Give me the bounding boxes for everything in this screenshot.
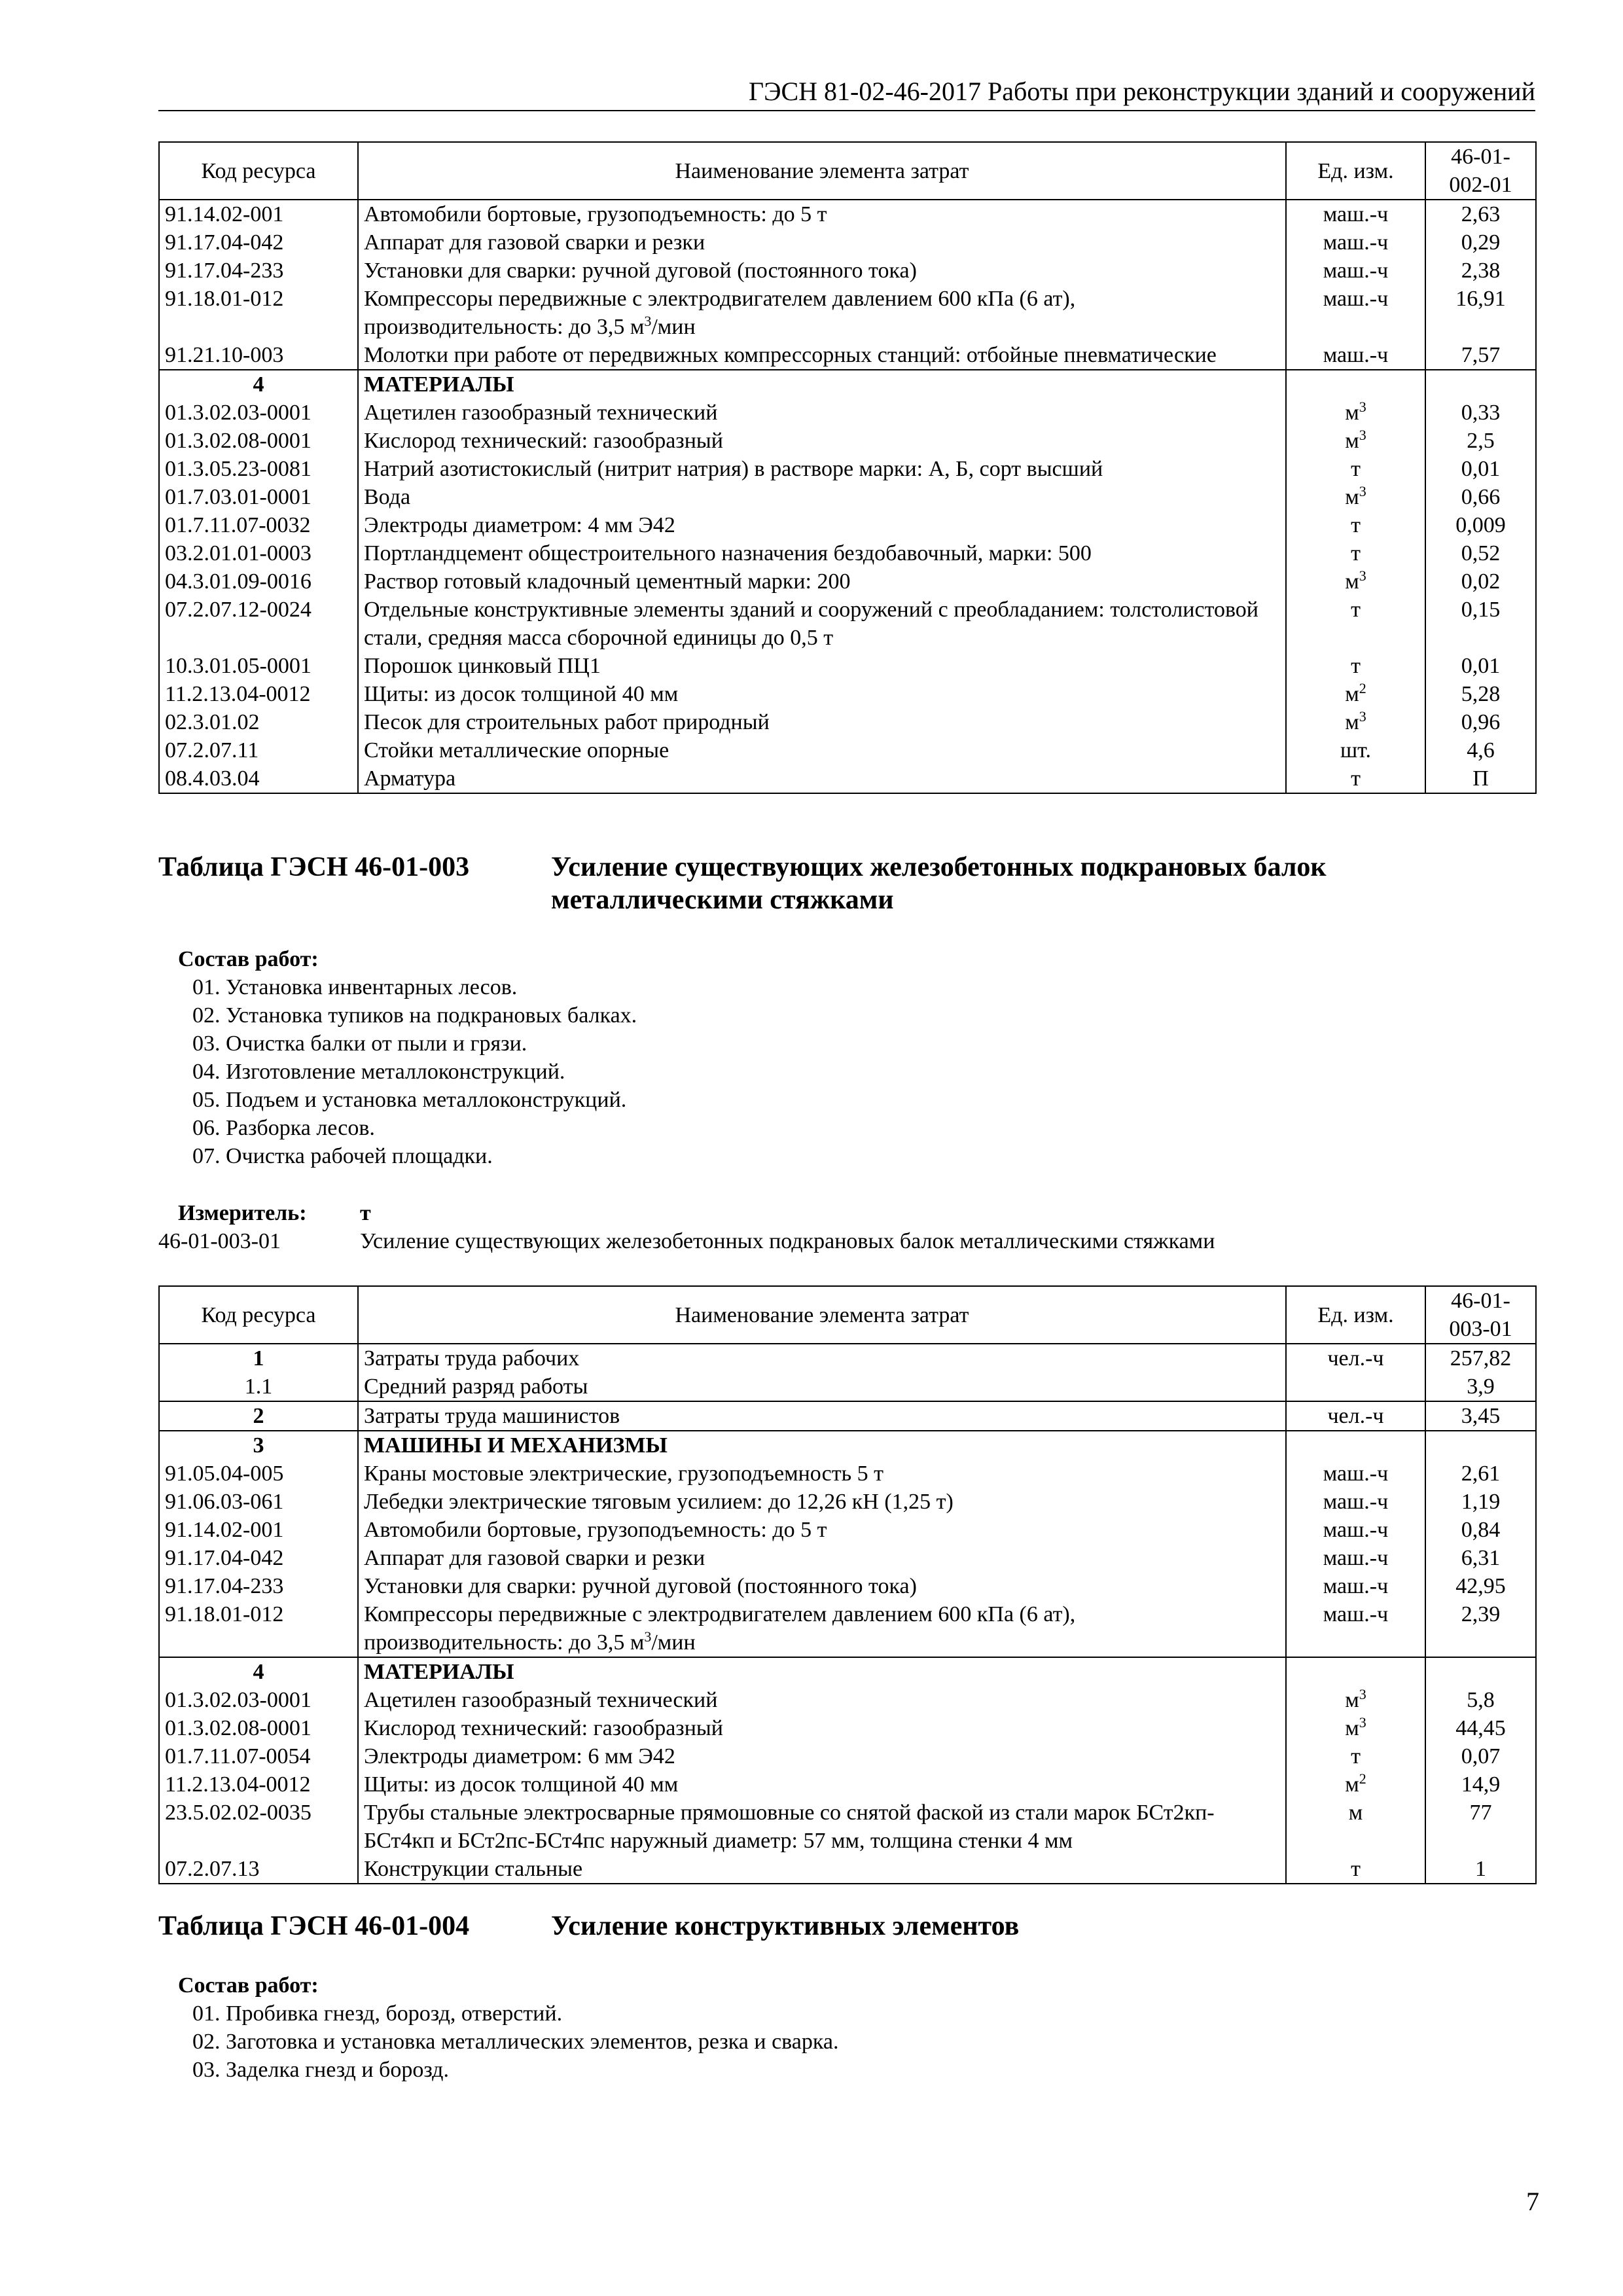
resource-unit: $м^2$ bbox=[1286, 680, 1425, 708]
resource-code: 91.17.04-042 bbox=[159, 228, 358, 257]
table-row bbox=[159, 399, 1536, 427]
resource-unit: маш.-ч bbox=[1286, 257, 1425, 285]
work-composition-label: Состав работ: bbox=[178, 1973, 319, 1998]
table-row bbox=[159, 1742, 1536, 1770]
resource-code: 91.06.03-061 bbox=[159, 1488, 358, 1516]
resource-code: 02.3.01.02 bbox=[159, 708, 358, 736]
resource-unit: т bbox=[1286, 652, 1425, 680]
work-item: 06. Разборка лесов. bbox=[192, 1116, 375, 1140]
work-item: 05. Подъем и установка металлоконструкций. bbox=[192, 1088, 627, 1112]
table-row bbox=[159, 1401, 1536, 1431]
resource-unit: маш.-ч bbox=[1286, 200, 1425, 228]
resource-name: Электроды диаметром: 6 мм Э42 bbox=[358, 1742, 1286, 1770]
resource-value: 0,02 bbox=[1425, 567, 1536, 596]
resource-value bbox=[1425, 1657, 1536, 1686]
resource-value: 0,01 bbox=[1425, 455, 1536, 483]
resource-name: Вода bbox=[358, 483, 1286, 511]
col-header-code: Код ресурса bbox=[159, 1286, 358, 1344]
resource-value: 2,63 bbox=[1425, 200, 1536, 228]
resource-name: Ацетилен газообразный технический bbox=[358, 1686, 1286, 1714]
resource-value: 1 bbox=[1425, 1855, 1536, 1884]
work-list bbox=[178, 2000, 838, 2084]
resource-code: 91.17.04-233 bbox=[159, 1572, 358, 1600]
table-row bbox=[159, 736, 1536, 764]
resource-name: Автомобили бортовые, грузоподъемность: до 5 т bbox=[358, 1516, 1286, 1544]
resource-value: 16,91 bbox=[1425, 285, 1536, 341]
table-row bbox=[159, 1488, 1536, 1516]
resource-code: 01.7.11.07-0032 bbox=[159, 511, 358, 539]
resource-code: 01.7.03.01-0001 bbox=[159, 483, 358, 511]
resource-code: 2 bbox=[159, 1401, 358, 1431]
resource-name: Затраты труда машинистов bbox=[358, 1401, 1286, 1431]
work-item: 07. Очистка рабочей площадки. bbox=[192, 1144, 493, 1168]
work-item: 04. Изготовление металлоконструкций. bbox=[192, 1060, 565, 1084]
work-list bbox=[178, 973, 637, 1170]
resource-unit: чел.-ч bbox=[1286, 1344, 1425, 1372]
resource-value: 0,33 bbox=[1425, 399, 1536, 427]
work-composition-2 bbox=[178, 1971, 838, 2084]
resource-unit: т bbox=[1286, 1855, 1425, 1884]
col-header-unit: Ед. изм. bbox=[1286, 142, 1425, 200]
work-item: 02. Заготовка и установка металлических элементов, резка и сварка. bbox=[192, 2030, 839, 2054]
resource-value: 14,9 bbox=[1425, 1770, 1536, 1799]
resource-name: Компрессоры передвижные с электродвигателем давлением 600 кПа (6 ат), производительность: до 3,5 $м^3$/мин bbox=[358, 285, 1286, 341]
resource-code: 07.2.07.11 bbox=[159, 736, 358, 764]
resource-value bbox=[1425, 1431, 1536, 1460]
resource-value: 7,57 bbox=[1425, 341, 1536, 370]
resource-code: 23.5.02.02-0035 bbox=[159, 1799, 358, 1855]
table-group-row bbox=[159, 1431, 1536, 1460]
table-row bbox=[159, 483, 1536, 511]
table-row bbox=[159, 455, 1536, 483]
resource-value: 1,19 bbox=[1425, 1488, 1536, 1516]
table-row bbox=[159, 228, 1536, 257]
resource-unit: маш.-ч bbox=[1286, 285, 1425, 341]
resource-unit: маш.-ч bbox=[1286, 341, 1425, 370]
resource-code: 3 bbox=[159, 1431, 358, 1460]
resource-name: Компрессоры передвижные с электродвигателем давлением 600 кПа (6 ат), производительность: до 3,5 $м^3$/мин bbox=[358, 1600, 1286, 1657]
resource-name: Установки для сварки: ручной дуговой (постоянного тока) bbox=[358, 1572, 1286, 1600]
resource-value: 3,45 bbox=[1425, 1401, 1536, 1431]
resource-value: 77 bbox=[1425, 1799, 1536, 1855]
resource-unit: м bbox=[1286, 1799, 1425, 1855]
table-row bbox=[159, 652, 1536, 680]
table-row bbox=[159, 539, 1536, 567]
resource-unit bbox=[1286, 1657, 1425, 1686]
resource-value: 0,52 bbox=[1425, 539, 1536, 567]
resource-unit bbox=[1286, 1372, 1425, 1401]
resource-name: МАТЕРИАЛЫ bbox=[358, 1657, 1286, 1686]
work-item: 01. Пробивка гнезд, борозд, отверстий. bbox=[192, 2001, 563, 2026]
col-header-unit: Ед. изм. bbox=[1286, 1286, 1425, 1344]
resource-unit: шт. bbox=[1286, 736, 1425, 764]
table-number: Таблица ГЭСН 46-01-004 bbox=[158, 1911, 470, 1941]
resource-value: 42,95 bbox=[1425, 1572, 1536, 1600]
resource-name: МАТЕРИАЛЫ bbox=[358, 370, 1286, 399]
resource-name: Ацетилен газообразный технический bbox=[358, 399, 1286, 427]
resource-unit bbox=[1286, 1431, 1425, 1460]
resource-value: 0,01 bbox=[1425, 652, 1536, 680]
resource-value bbox=[1425, 370, 1536, 399]
resource-code: 91.14.02-001 bbox=[159, 200, 358, 228]
resource-code: 1 bbox=[159, 1344, 358, 1372]
resource-unit: $м^3$ bbox=[1286, 483, 1425, 511]
resource-name: Трубы стальные электросварные прямошовные со снятой фаской из стали марок БСт2кп-БСт4кп и БСт2пс-БСт4пс наружный диаметр: 57 мм, толщина стенки 4 мм bbox=[358, 1799, 1286, 1855]
resource-unit: $м^2$ bbox=[1286, 1770, 1425, 1799]
resource-name: Автомобили бортовые, грузоподъемность: до 5 т bbox=[358, 200, 1286, 228]
resource-code: 91.17.04-233 bbox=[159, 257, 358, 285]
work-item: 03. Заделка гнезд и борозд. bbox=[192, 2058, 449, 2082]
resource-value: 2,39 bbox=[1425, 1600, 1536, 1657]
resource-value: П bbox=[1425, 764, 1536, 793]
resource-value: 2,38 bbox=[1425, 257, 1536, 285]
table-row bbox=[159, 511, 1536, 539]
resource-value: 4,6 bbox=[1425, 736, 1536, 764]
resource-value: 6,31 bbox=[1425, 1544, 1536, 1572]
measure-label: Измеритель: bbox=[178, 1201, 307, 1225]
resource-code: 04.3.01.09-0016 bbox=[159, 567, 358, 596]
measure-code: 46-01-003-01 bbox=[158, 1229, 281, 1253]
resource-value: 0,07 bbox=[1425, 1742, 1536, 1770]
resource-unit: т bbox=[1286, 1742, 1425, 1770]
resource-name: Установки для сварки: ручной дуговой (постоянного тока) bbox=[358, 257, 1286, 285]
resource-code: 01.7.11.07-0054 bbox=[159, 1742, 358, 1770]
resource-name: Отдельные конструктивные элементы зданий и сооружений с преобладанием: толстолистовой стали, средняя масса сборочной единицы до 0,5 т bbox=[358, 596, 1286, 652]
resource-value: 257,82 bbox=[1425, 1344, 1536, 1372]
resource-code: 4 bbox=[159, 1657, 358, 1686]
resource-value: 2,5 bbox=[1425, 427, 1536, 455]
resource-unit: чел.-ч bbox=[1286, 1401, 1425, 1431]
resource-unit: $м^3$ bbox=[1286, 708, 1425, 736]
resource-unit: т bbox=[1286, 596, 1425, 652]
resource-code: 91.14.02-001 bbox=[159, 1516, 358, 1544]
resource-unit: т bbox=[1286, 539, 1425, 567]
table-name: Усиление существующих железобетонных подкрановых балок металлическими стяжками bbox=[551, 852, 1327, 915]
resource-value: 0,009 bbox=[1425, 511, 1536, 539]
table-row bbox=[159, 1799, 1536, 1855]
table-row bbox=[159, 1572, 1536, 1600]
resource-name: Песок для строительных работ природный bbox=[358, 708, 1286, 736]
table-row bbox=[159, 257, 1536, 285]
resource-name: Портландцемент общестроительного назначения бездобавочный, марки: 500 bbox=[358, 539, 1286, 567]
resource-name: Кислород технический: газообразный bbox=[358, 427, 1286, 455]
table-row bbox=[159, 596, 1536, 652]
resource-code: 4 bbox=[159, 370, 358, 399]
resource-name: Лебедки электрические тяговым усилием: до 12,26 кН (1,25 т) bbox=[358, 1488, 1286, 1516]
resource-value: 44,45 bbox=[1425, 1714, 1536, 1742]
table-row bbox=[159, 1770, 1536, 1799]
table-name: Усиление конструктивных элементов bbox=[551, 1911, 1020, 1941]
resource-name: Щиты: из досок толщиной 40 мм bbox=[358, 1770, 1286, 1799]
table-row bbox=[159, 1516, 1536, 1544]
resource-name: МАШИНЫ И МЕХАНИЗМЫ bbox=[358, 1431, 1286, 1460]
resource-code: 10.3.01.05-0001 bbox=[159, 652, 358, 680]
resource-name: Электроды диаметром: 4 мм Э42 bbox=[358, 511, 1286, 539]
resource-value: 0,29 bbox=[1425, 228, 1536, 257]
resource-unit: $м^3$ bbox=[1286, 427, 1425, 455]
resource-unit: маш.-ч bbox=[1286, 1544, 1425, 1572]
resource-name: Щиты: из досок толщиной 40 мм bbox=[358, 680, 1286, 708]
resource-unit bbox=[1286, 370, 1425, 399]
resource-code: 01.3.02.08-0001 bbox=[159, 427, 358, 455]
resource-code: 01.3.02.08-0001 bbox=[159, 1714, 358, 1742]
table-row bbox=[159, 1460, 1536, 1488]
table-row bbox=[159, 764, 1536, 793]
table-row bbox=[159, 1686, 1536, 1714]
table-group-row bbox=[159, 370, 1536, 399]
resource-code: 03.2.01.01-0003 bbox=[159, 539, 358, 567]
table-row bbox=[159, 1344, 1536, 1372]
col-header-code: Код ресурса bbox=[159, 142, 358, 200]
resource-name: Конструкции стальные bbox=[358, 1855, 1286, 1884]
resource-code: 91.18.01-012 bbox=[159, 285, 358, 341]
table-number: Таблица ГЭСН 46-01-003 bbox=[158, 852, 470, 882]
resource-value: 5,8 bbox=[1425, 1686, 1536, 1714]
resource-name: Затраты труда рабочих bbox=[358, 1344, 1286, 1372]
resource-code: 91.05.04-005 bbox=[159, 1460, 358, 1488]
resource-code: 1.1 bbox=[159, 1372, 358, 1401]
table-row bbox=[159, 567, 1536, 596]
resource-code: 91.21.10-003 bbox=[159, 341, 358, 370]
table-group-row bbox=[159, 1657, 1536, 1686]
table-row bbox=[159, 341, 1536, 370]
running-header: ГЭСН 81-02-46-2017 Работы при реконструкции зданий и сооружений bbox=[158, 76, 1535, 111]
resource-table-46-01-002 bbox=[158, 141, 1537, 794]
measure-description: Усиление существующих железобетонных подкрановых балок металлическими стяжками bbox=[360, 1229, 1215, 1253]
resource-name: Кислород технический: газообразный bbox=[358, 1714, 1286, 1742]
resource-name: Аппарат для газовой сварки и резки bbox=[358, 228, 1286, 257]
resource-unit: маш.-ч bbox=[1286, 1600, 1425, 1657]
col-header-norm-id: 46-01-002-01 bbox=[1425, 142, 1536, 200]
table-row bbox=[159, 680, 1536, 708]
table-row bbox=[159, 1855, 1536, 1884]
resource-name: Средний разряд работы bbox=[358, 1372, 1286, 1401]
col-header-norm-id: 46-01-003-01 bbox=[1425, 1286, 1536, 1344]
resource-name: Натрий азотистокислый (нитрит натрия) в растворе марки: А, Б, сорт высший bbox=[358, 455, 1286, 483]
work-item: 01. Установка инвентарных лесов. bbox=[192, 975, 518, 999]
measure-unit: т bbox=[360, 1201, 371, 1225]
resource-value: 2,61 bbox=[1425, 1460, 1536, 1488]
work-composition-label: Состав работ: bbox=[178, 947, 319, 971]
resource-code: 08.4.03.04 bbox=[159, 764, 358, 793]
resource-code: 11.2.13.04-0012 bbox=[159, 680, 358, 708]
resource-name: Стойки металлические опорные bbox=[358, 736, 1286, 764]
resource-code: 07.2.07.12-0024 bbox=[159, 596, 358, 652]
work-item: 02. Установка тупиков на подкрановых балках. bbox=[192, 1003, 637, 1028]
resource-value: 5,28 bbox=[1425, 680, 1536, 708]
work-composition-1 bbox=[178, 945, 637, 1170]
resource-code: 11.2.13.04-0012 bbox=[159, 1770, 358, 1799]
table-row bbox=[159, 427, 1536, 455]
table-row bbox=[159, 1372, 1536, 1401]
resource-value: 0,96 bbox=[1425, 708, 1536, 736]
resource-value: 0,66 bbox=[1425, 483, 1536, 511]
resource-unit: т bbox=[1286, 511, 1425, 539]
resource-value: 3,9 bbox=[1425, 1372, 1536, 1401]
resource-code: 91.18.01-012 bbox=[159, 1600, 358, 1657]
resource-unit: т bbox=[1286, 455, 1425, 483]
resource-unit: т bbox=[1286, 764, 1425, 793]
col-header-name: Наименование элемента затрат bbox=[358, 142, 1286, 200]
resource-code: 91.17.04-042 bbox=[159, 1544, 358, 1572]
table-row bbox=[159, 708, 1536, 736]
resource-unit: маш.-ч bbox=[1286, 228, 1425, 257]
work-item: 03. Очистка балки от пыли и грязи. bbox=[192, 1031, 527, 1056]
resource-code: 07.2.07.13 bbox=[159, 1855, 358, 1884]
resource-unit: $м^3$ bbox=[1286, 567, 1425, 596]
table-row bbox=[159, 1714, 1536, 1742]
resource-name: Арматура bbox=[358, 764, 1286, 793]
resource-unit: маш.-ч bbox=[1286, 1460, 1425, 1488]
table-row bbox=[159, 285, 1536, 341]
resource-code: 01.3.02.03-0001 bbox=[159, 399, 358, 427]
resource-name: Порошок цинковый ПЦ1 bbox=[358, 652, 1286, 680]
resource-unit: маш.-ч bbox=[1286, 1516, 1425, 1544]
resource-code: 01.3.02.03-0001 bbox=[159, 1686, 358, 1714]
resource-name: Молотки при работе от передвижных компрессорных станций: отбойные пневматические bbox=[358, 341, 1286, 370]
resource-unit: $м^3$ bbox=[1286, 1686, 1425, 1714]
resource-code: 01.3.05.23-0081 bbox=[159, 455, 358, 483]
resource-name: Раствор готовый кладочный цементный марки: 200 bbox=[358, 567, 1286, 596]
resource-value: 0,84 bbox=[1425, 1516, 1536, 1544]
table-row bbox=[159, 200, 1536, 228]
resource-value: 0,15 bbox=[1425, 596, 1536, 652]
resource-unit: $м^3$ bbox=[1286, 1714, 1425, 1742]
resource-name: Аппарат для газовой сварки и резки bbox=[358, 1544, 1286, 1572]
resource-name: Краны мостовые электрические, грузоподъемность 5 т bbox=[358, 1460, 1286, 1488]
resource-unit: $м^3$ bbox=[1286, 399, 1425, 427]
page-number: 7 bbox=[1526, 2187, 1539, 2216]
col-header-name: Наименование элемента затрат bbox=[358, 1286, 1286, 1344]
resource-unit: маш.-ч bbox=[1286, 1488, 1425, 1516]
resource-unit: маш.-ч bbox=[1286, 1572, 1425, 1600]
table-row bbox=[159, 1600, 1536, 1657]
resource-table-46-01-003 bbox=[158, 1285, 1537, 1884]
table-row bbox=[159, 1544, 1536, 1572]
